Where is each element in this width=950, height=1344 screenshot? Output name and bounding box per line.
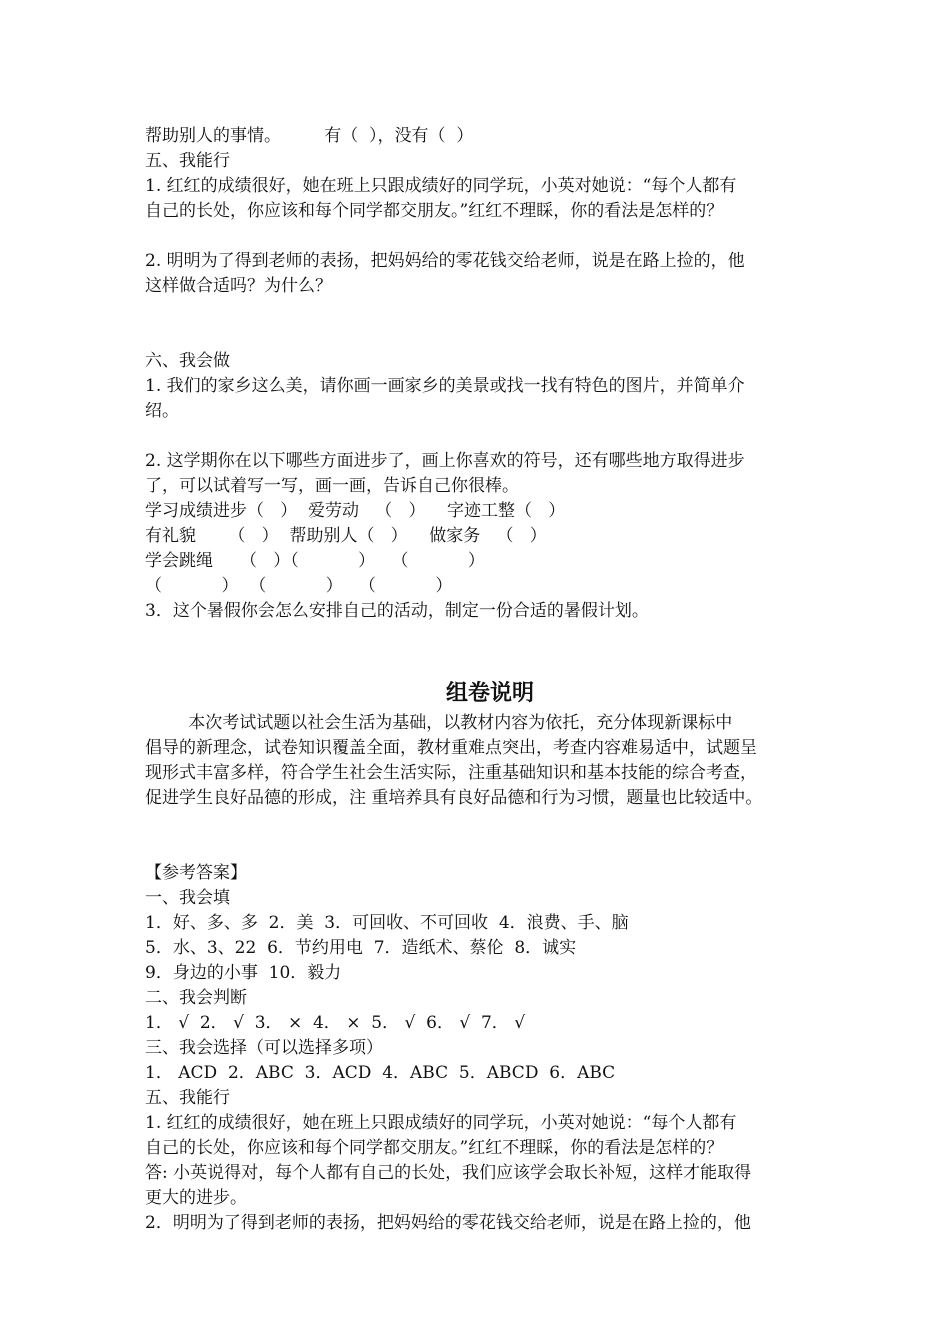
section-five-intro <box>145 124 835 224</box>
text-line: 1．好、多、多 2．美 3．可回收、不可回收 4．浪费、手、脑 <box>145 913 629 933</box>
text-line: 二、我会判断 <box>145 988 247 1008</box>
text-line: （ ） （ ） （ ） <box>145 576 453 596</box>
text-line: 1． √ 2． √ 3． × 4． × 5． √ 6． √ 7． √ <box>145 1013 526 1033</box>
text-line: 绍。 <box>145 401 179 421</box>
text-line: 更大的进步。 <box>145 1188 247 1208</box>
text-line: 1． ACD 2．ABC 3．ACD 4．ABC 5．ABCD 6．ABC <box>145 1063 616 1083</box>
blank-line <box>145 224 835 249</box>
text-line: 自己的长处，你应该和每个同学都交朋友。”红红不理睬，你的看法是怎样的？ <box>145 1138 724 1158</box>
text-line: 【参考答案】 <box>145 863 247 883</box>
text-line: 促进学生良好品德的形成，注 重培养具有良好品德和行为习惯，题量也比较适中。 <box>145 788 763 808</box>
text-line: 学会跳绳 （ ）（ ） （ ） <box>145 551 485 571</box>
text-line: 2．明明为了得到老师的表扬，把妈妈给的零花钱交给老师，说是在路上捡的，他 <box>145 1213 751 1233</box>
text-line: 自己的长处，你应该和每个同学都交朋友。”红红不理睬，你的看法是怎样的？ <box>145 201 724 221</box>
text-line: 五、我能行 <box>145 1088 230 1108</box>
text-line: 这样做合适吗？为什么？ <box>145 276 332 296</box>
answer-key <box>145 861 835 1236</box>
text-line: 9．身边的小事 10．毅力 <box>145 963 342 983</box>
text-line: 1. 红红的成绩很好，她在班上只跟成绩好的同学玩，小英对她说：“每个人都有 <box>145 1113 737 1133</box>
text-line: 2. 这学期你在以下哪些方面进步了，画上你喜欢的符号，还有哪些地方取得进步 <box>145 451 745 471</box>
question-six-2-3 <box>145 449 835 624</box>
explanation-title: 组卷说明 <box>445 681 534 706</box>
text-line: 有礼貌 （ ） 帮助别人（ ） 做家务 （ ） <box>145 526 547 546</box>
explanation-paragraph <box>145 711 835 811</box>
text-line: 帮助别人的事情。 有（ ），没有（ ） <box>145 126 474 146</box>
text-line: 三、我会选择（可以选择多项） <box>145 1038 383 1058</box>
text-line: 一、我会填 <box>145 888 230 908</box>
question-five-2 <box>145 249 835 299</box>
text-line: 六、我会做 <box>145 351 230 371</box>
document-page <box>145 124 835 1236</box>
text-line: 3．这个暑假你会怎么安排自己的活动，制定一份合适的暑假计划。 <box>145 601 649 621</box>
text-line: 1. 我们的家乡这么美，请你画一画家乡的美景或找一找有特色的图片，并简单介 <box>145 376 745 396</box>
blank-line <box>145 324 835 349</box>
text-line: 答: 小英说得对，每个人都有自己的长处，我们应该学会取长补短，这样才能取得 <box>145 1163 752 1183</box>
blank-line <box>145 424 835 449</box>
text-line: 现形式丰富多样，符合学生社会生活实际，注重基础知识和基本技能的综合考查， <box>145 763 757 783</box>
text-line: 本次考试试题以社会生活为基础，以教材内容为依托，充分体现新课标中 <box>145 713 733 733</box>
text-line: 了，可以试着写一写，画一画，告诉自己你很棒。 <box>145 476 519 496</box>
text-line: 5．水、3、22 6．节约用电 7．造纸术、蔡伦 8．诚实 <box>145 938 577 958</box>
text-line: 倡导的新理念，试卷知识覆盖全面，教材重难点突出，考查内容难易适中，试题呈 <box>145 738 757 758</box>
text-line: 1. 红红的成绩很好，她在班上只跟成绩好的同学玩，小英对她说：“每个人都有 <box>145 176 737 196</box>
text-line: 五、我能行 <box>145 151 230 171</box>
text-line: 2. 明明为了得到老师的表扬，把妈妈给的零花钱交给老师，说是在路上捡的，他 <box>145 251 745 271</box>
blank-line <box>145 299 835 324</box>
section-six <box>145 349 835 424</box>
text-line: 学习成绩进步（ ） 爱劳动 （ ） 字迹工整（ ） <box>145 501 566 521</box>
